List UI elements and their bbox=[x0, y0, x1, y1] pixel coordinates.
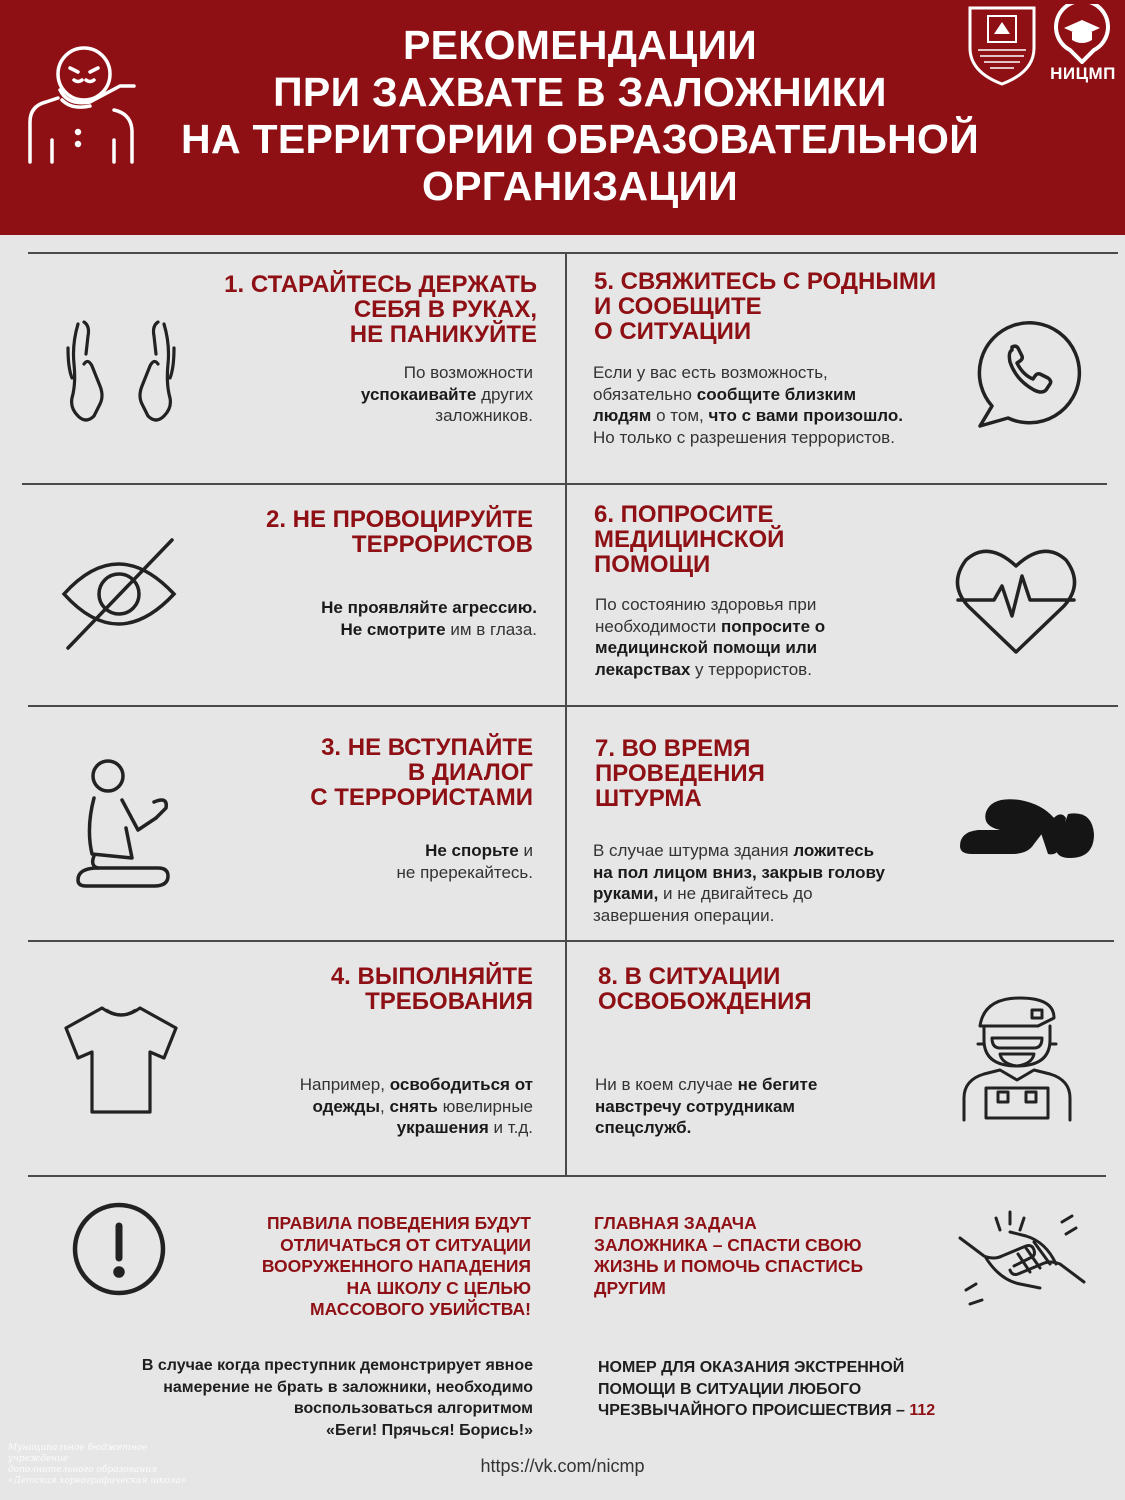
text-bold: спецслужб. bbox=[595, 1118, 692, 1137]
text-bold: снять bbox=[389, 1096, 438, 1116]
text-line bbox=[300, 1074, 533, 1096]
text-line bbox=[593, 840, 885, 862]
note-line: ВООРУЖЕННОГО НАПАДЕНИЯ bbox=[261, 1256, 531, 1276]
note-line: НА ШКОЛУ С ЦЕЛЬЮ bbox=[346, 1277, 531, 1298]
text-part: других bbox=[476, 384, 533, 404]
text-line bbox=[361, 384, 533, 406]
note-line: ЖИЗНЬ И ПОМОЧЬ СПАСТИСЬ bbox=[594, 1256, 864, 1276]
title-line: ТРЕБОВАНИЯ bbox=[365, 988, 533, 1015]
main-task-note bbox=[594, 1213, 863, 1299]
helping-hands-icon bbox=[956, 1208, 1088, 1314]
text-bold: Не спорьте bbox=[425, 841, 519, 860]
text-part: и bbox=[518, 841, 533, 860]
text-line bbox=[595, 659, 825, 681]
text-part: Например, bbox=[299, 1075, 390, 1094]
item-6-title bbox=[594, 502, 784, 577]
emergency-note bbox=[598, 1357, 935, 1422]
emergency-number: 112 bbox=[909, 1402, 936, 1419]
title-line: 8. В СИТУАЦИИ bbox=[598, 963, 781, 990]
item-2-title bbox=[266, 507, 533, 557]
divider bbox=[28, 705, 1118, 707]
text-part: им в глаза. bbox=[445, 619, 537, 639]
title-line: МЕДИЦИНСКОЙ bbox=[594, 526, 785, 553]
note-line: В случае когда преступник демонстрирует явное bbox=[141, 1357, 533, 1374]
text-bold: сообщите близким bbox=[696, 384, 857, 404]
text-line bbox=[321, 597, 537, 619]
title-line: ПРОВЕДЕНИЯ bbox=[595, 760, 765, 787]
text-bold: не бегите bbox=[737, 1075, 818, 1094]
title-line: 5. СВЯЖИТЕСЬ С РОДНЫМИ bbox=[594, 268, 937, 295]
special-forces-icon bbox=[958, 996, 1076, 1122]
title-line: И СООБЩИТЕ bbox=[594, 293, 762, 320]
text-part: В случае штурма здания bbox=[593, 841, 794, 860]
item-1-title bbox=[224, 272, 537, 347]
text-line bbox=[593, 862, 885, 884]
text-part: необходимости bbox=[595, 616, 721, 636]
text-line bbox=[595, 616, 825, 638]
text-bold: успокаивайте bbox=[360, 384, 477, 404]
title-line: 3. НЕ ВСТУПАЙТЕ bbox=[321, 734, 533, 761]
text-bold: освободиться от bbox=[389, 1075, 533, 1094]
text-bold: ложитесь bbox=[793, 841, 875, 860]
title-line: 7. ВО ВРЕМЯ bbox=[595, 735, 751, 762]
heart-pulse-icon bbox=[954, 544, 1078, 656]
crossed-eye-icon bbox=[60, 536, 178, 652]
title-line: СЕБЯ В РУКАХ, bbox=[353, 296, 537, 323]
algorithm-note bbox=[142, 1355, 533, 1441]
watermark-line: Муниципальное бюджетное учреждение bbox=[8, 1443, 148, 1464]
text-bold: попросите о bbox=[720, 616, 826, 636]
watermark-line: дополнительного образования bbox=[8, 1465, 158, 1475]
text-bold: что с вами произошло. bbox=[708, 406, 903, 425]
hands-icon bbox=[58, 318, 184, 426]
item-6-text bbox=[595, 594, 825, 680]
divider bbox=[28, 940, 1114, 942]
text-line: завершения операции. bbox=[593, 905, 775, 925]
note-part: ЧРЕЗВЫЧАЙНОГО ПРОИСШЕСТВИЯ – bbox=[598, 1402, 910, 1419]
note-line: ДРУГИМ bbox=[594, 1277, 666, 1298]
text-line: заложников. bbox=[435, 406, 533, 425]
title-line: 6. ПОПРОСИТЕ bbox=[594, 501, 774, 528]
title-line: НЕ ПАНИКУЙТЕ bbox=[349, 321, 537, 348]
footer-link[interactable]: https://vk.com/nicmp bbox=[480, 1456, 645, 1476]
note-line bbox=[598, 1400, 935, 1422]
text-bold: медицинской помощи или bbox=[595, 638, 818, 657]
item-2-text bbox=[321, 597, 537, 640]
text-line bbox=[595, 637, 825, 659]
title-line: 1. СТАРАЙТЕСЬ ДЕРЖАТЬ bbox=[224, 271, 537, 298]
item-5-text bbox=[593, 362, 903, 448]
divider bbox=[28, 1175, 1106, 1177]
text-line: По состоянию здоровья при bbox=[595, 595, 817, 614]
text-bold: на пол лицом вниз, закрыв голову bbox=[593, 862, 885, 882]
commission-emblem-icon bbox=[966, 4, 1038, 86]
item-3-title bbox=[310, 735, 533, 810]
item-7-title bbox=[595, 736, 765, 811]
item-5-title bbox=[594, 269, 936, 344]
title-line: С ТЕРРОРИСТАМИ bbox=[310, 784, 533, 811]
tshirt-icon bbox=[62, 1004, 180, 1116]
warning-note bbox=[262, 1213, 531, 1321]
column-divider bbox=[565, 254, 567, 1175]
title-line: НА ТЕРРИТОРИИ ОБРАЗОВАТЕЛЬНОЙ bbox=[181, 116, 979, 162]
item-1-text bbox=[361, 362, 533, 427]
title-line: В ДИАЛОГ bbox=[407, 759, 533, 786]
text-line: По возможности bbox=[403, 363, 533, 382]
text-part: у террористов. bbox=[690, 659, 812, 679]
title-line: ШТУРМА bbox=[595, 785, 702, 812]
title-line: РЕКОМЕНДАЦИИ bbox=[402, 22, 758, 68]
title-line: ОСВОБОЖДЕНИЯ bbox=[598, 988, 812, 1015]
text-bold: одежды bbox=[312, 1096, 380, 1116]
text-part: ювелирные bbox=[437, 1096, 533, 1116]
page-title bbox=[150, 22, 1010, 210]
text-part: , bbox=[379, 1096, 390, 1116]
note-line: МАССОВОГО УБИЙСТВА! bbox=[310, 1299, 531, 1319]
graduation-cap-logo-icon bbox=[1050, 4, 1114, 64]
text-line bbox=[595, 1117, 817, 1139]
item-4-title bbox=[331, 964, 533, 1014]
title-line: 2. НЕ ПРОВОЦИРУЙТЕ bbox=[265, 506, 533, 533]
text-bold: украшения bbox=[396, 1118, 489, 1137]
text-line bbox=[300, 1117, 533, 1139]
text-line bbox=[321, 619, 537, 641]
item-3-text bbox=[397, 840, 533, 883]
note-line: ПОМОЩИ В СИТУАЦИИ ЛЮБОГО bbox=[598, 1380, 862, 1398]
text-line bbox=[595, 1074, 817, 1096]
text-part: обязательно bbox=[593, 384, 697, 404]
text-line bbox=[595, 1096, 817, 1118]
header-banner bbox=[0, 0, 1125, 235]
exclamation-warning-icon bbox=[70, 1200, 168, 1298]
text-bold: Не смотрите bbox=[340, 619, 446, 639]
watermark-line: «Детская хореографическая школа» bbox=[8, 1476, 187, 1486]
phone-chat-icon bbox=[972, 318, 1086, 430]
item-8-text bbox=[595, 1074, 817, 1139]
kneeling-person-icon bbox=[72, 758, 176, 890]
note-line: НОМЕР ДЛЯ ОКАЗАНИЯ ЭКСТРЕННОЙ bbox=[598, 1359, 905, 1376]
text-line bbox=[397, 840, 533, 862]
item-7-text bbox=[593, 840, 885, 926]
text-part: о том, bbox=[651, 406, 709, 425]
logo-text: НИЦМП bbox=[1050, 64, 1116, 83]
note-line: ПРАВИЛА ПОВЕДЕНИЯ БУДУТ bbox=[266, 1213, 531, 1233]
note-line: ГЛАВНАЯ ЗАДАЧА bbox=[594, 1213, 757, 1233]
text-bold: людям bbox=[593, 406, 652, 425]
text-part: Ни в коем случае bbox=[595, 1075, 738, 1094]
note-line: намерение не брать в заложники, необходимо bbox=[163, 1378, 533, 1396]
text-part: и не двигайтесь до bbox=[658, 884, 813, 903]
note-line: воспользоваться алгоритмом bbox=[293, 1400, 533, 1417]
title-line: ОРГАНИЗАЦИИ bbox=[421, 163, 739, 209]
title-line: ПРИ ЗАХВАТЕ В ЗАЛОЖНИКИ bbox=[273, 69, 887, 115]
text-line: Если у вас есть возможность, bbox=[593, 363, 828, 382]
lying-person-icon bbox=[956, 796, 1096, 864]
title-line: ТЕРРОРИСТОВ bbox=[351, 531, 533, 558]
text-line: не пререкайтесь. bbox=[396, 862, 533, 882]
text-bold: лекарствах bbox=[595, 659, 691, 679]
note-line: ОТЛИЧАТЬСЯ ОТ СИТУАЦИИ bbox=[280, 1234, 531, 1255]
text-line: Но только с разрешения террористов. bbox=[593, 427, 895, 447]
title-line: О СИТУАЦИИ bbox=[594, 318, 752, 345]
text-bold: руками, bbox=[593, 884, 659, 903]
divider bbox=[28, 252, 1118, 254]
note-line: ЗАЛОЖНИКА – СПАСТИ СВОЮ bbox=[594, 1234, 862, 1255]
item-8-title bbox=[598, 964, 812, 1014]
text-bold: Не проявляйте агрессию. bbox=[321, 598, 537, 617]
text-line bbox=[300, 1096, 533, 1118]
item-4-text bbox=[300, 1074, 533, 1139]
title-line: 4. ВЫПОЛНЯЙТЕ bbox=[330, 963, 533, 990]
covered-mouth-person-icon bbox=[22, 40, 140, 170]
text-line bbox=[593, 405, 903, 427]
text-bold: навстречу сотрудникам bbox=[595, 1096, 795, 1116]
text-line bbox=[593, 384, 903, 406]
title-line: ПОМОЩИ bbox=[594, 551, 711, 578]
text-part: и т.д. bbox=[488, 1118, 533, 1137]
text-line bbox=[593, 883, 885, 905]
note-line: «Беги! Прячься! Борись!» bbox=[326, 1421, 533, 1439]
